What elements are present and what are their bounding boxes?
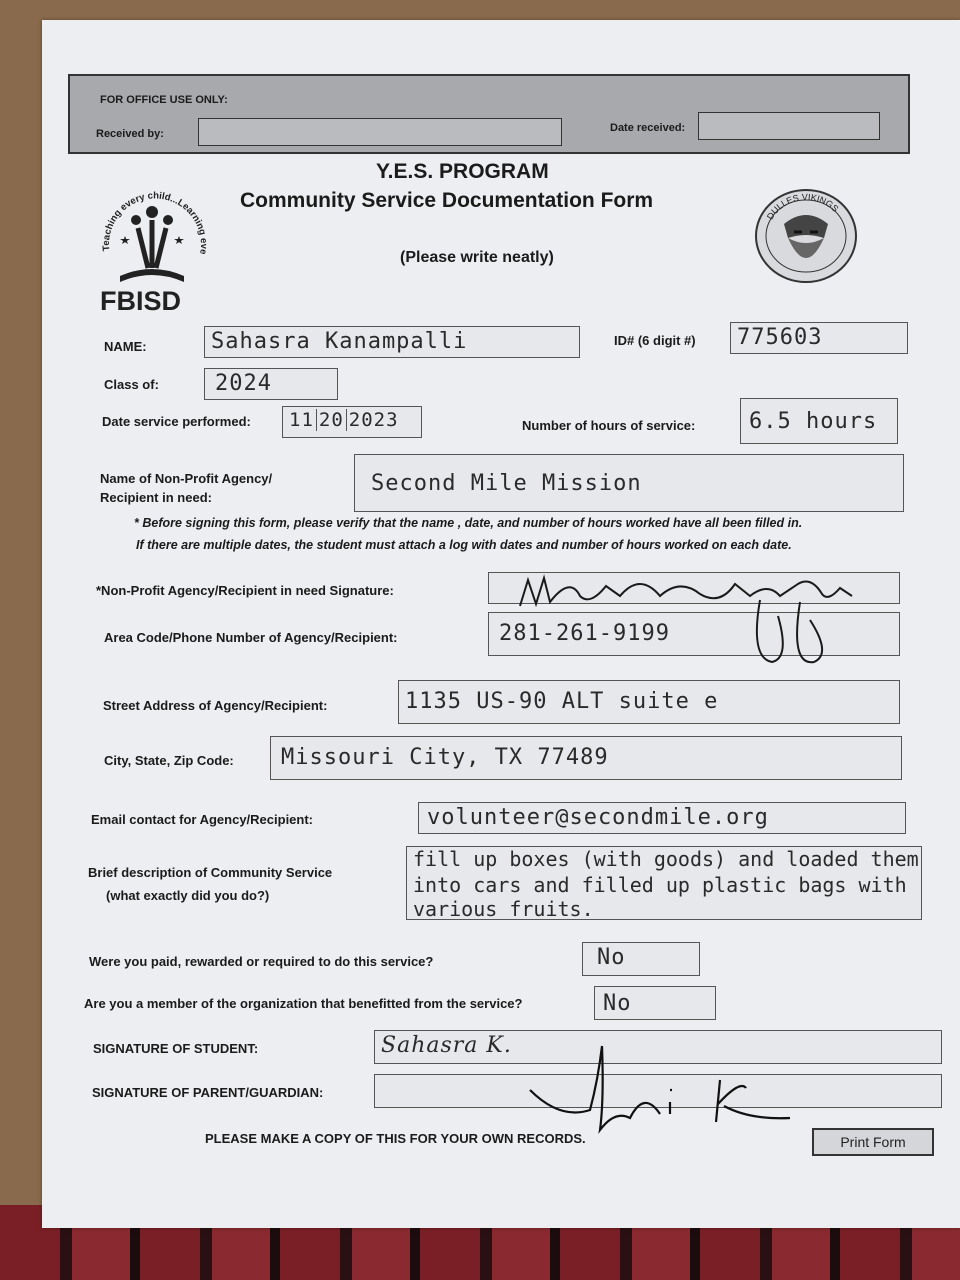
date-label: Date service performed: [102,414,251,429]
received-by-field[interactable] [198,118,562,146]
city-field[interactable] [270,736,902,780]
program-title: Y.E.S. PROGRAM [376,160,549,183]
name-label: NAME: [104,339,147,354]
paid-answer-field[interactable] [582,942,700,976]
member-answer-value: No [603,991,632,1016]
paid-question-label: Were you paid, rewarded or required to do this service? [89,954,434,969]
phone-label: Area Code/Phone Number of Agency/Recipient: [104,630,398,645]
print-form-button-label: Print Form [840,1134,906,1150]
office-use-section [68,74,910,154]
fbisd-logo [96,172,212,320]
form-title: Community Service Documentation Form [240,189,654,212]
date-month: 11 [289,409,314,431]
hours-field[interactable] [740,398,898,444]
write-neatly-note: (Please write neatly) [400,249,554,266]
description-label-line1: Brief description of Community Service [88,865,333,880]
email-field[interactable] [418,802,906,834]
street-label: Street Address of Agency/Recipient: [103,698,328,713]
verify-note-line1: * Before signing this form, please verify that the name , date, and number of hours worked have all been filled in. [134,516,803,530]
date-divider [346,409,347,431]
date-year: 2023 [348,409,399,431]
hours-value: 6.5 hours [749,409,878,434]
date-field[interactable] [282,406,422,438]
student-signature-value: Sahasra K. [381,1033,512,1058]
date-received-label: Date received: [610,122,686,134]
city-value: Missouri City, TX 77489 [281,745,609,770]
name-value: Sahasra Kanampalli [211,329,468,354]
received-by-label: Received by: [96,128,164,140]
parent-handwritten-signature [520,1040,800,1136]
dulles-vikings-logo [754,188,858,284]
member-answer-field[interactable] [594,986,716,1020]
street-field[interactable] [398,680,900,724]
office-use-header: FOR OFFICE USE ONLY: [100,94,228,106]
agency-handwritten-signature [510,566,870,670]
street-value: 1135 US-90 ALT suite e [405,689,719,714]
date-received-field[interactable] [698,112,880,140]
copy-records-note: PLEASE MAKE A COPY OF THIS FOR YOUR OWN RECORDS. [205,1131,586,1146]
email-label: Email contact for Agency/Recipient: [91,812,314,827]
student-signature-label: SIGNATURE OF STUDENT: [93,1041,259,1056]
class-of-field[interactable] [204,368,338,400]
description-field[interactable] [406,846,922,920]
svg-text:DULLES VIKINGS: DULLES VIKINGS [764,191,841,222]
member-question-label: Are you a member of the organization that benefitted from the service? [84,996,523,1011]
paid-answer-value: No [597,945,626,970]
agency-label-line1: Name of Non-Profit Agency/ [100,471,273,486]
name-field[interactable] [204,326,580,358]
email-value: volunteer@secondmile.org [427,805,769,830]
print-form-button[interactable] [812,1128,934,1156]
id-label: ID# (6 digit #) [614,333,696,348]
fbisd-wordmark: FBISD [100,286,181,316]
description-line2: into cars and filled up plastic bags with [413,873,907,897]
agency-name-value: Second Mile Mission [371,471,642,496]
svg-text:Teaching every child...Learnin: Teaching every child...Learning eve [100,190,210,256]
agency-label-line2: Recipient in need: [100,490,212,505]
verify-note-line2: If there are multiple dates, the student must attach a log with dates and number of hours worked on each date. [136,538,792,552]
agency-signature-label: *Non-Profit Agency/Recipient in need Signature: [96,583,394,598]
date-value [289,409,399,431]
class-of-value: 2024 [215,371,272,396]
agency-name-field[interactable] [354,454,904,512]
date-day: 20 [318,409,344,431]
description-line1: fill up boxes (with goods) and loaded them [413,847,919,871]
city-label: City, State, Zip Code: [104,753,234,768]
hours-label: Number of hours of service: [522,418,696,433]
parent-signature-label: SIGNATURE OF PARENT/GUARDIAN: [92,1085,324,1100]
phone-value: 281-261-9199 [499,621,670,646]
id-field[interactable] [730,322,908,354]
date-divider [316,409,317,431]
id-value: 775603 [737,325,823,350]
description-line3: various fruits. [413,897,594,921]
class-of-label: Class of: [104,377,159,392]
description-label-line2: (what exactly did you do?) [106,888,270,903]
